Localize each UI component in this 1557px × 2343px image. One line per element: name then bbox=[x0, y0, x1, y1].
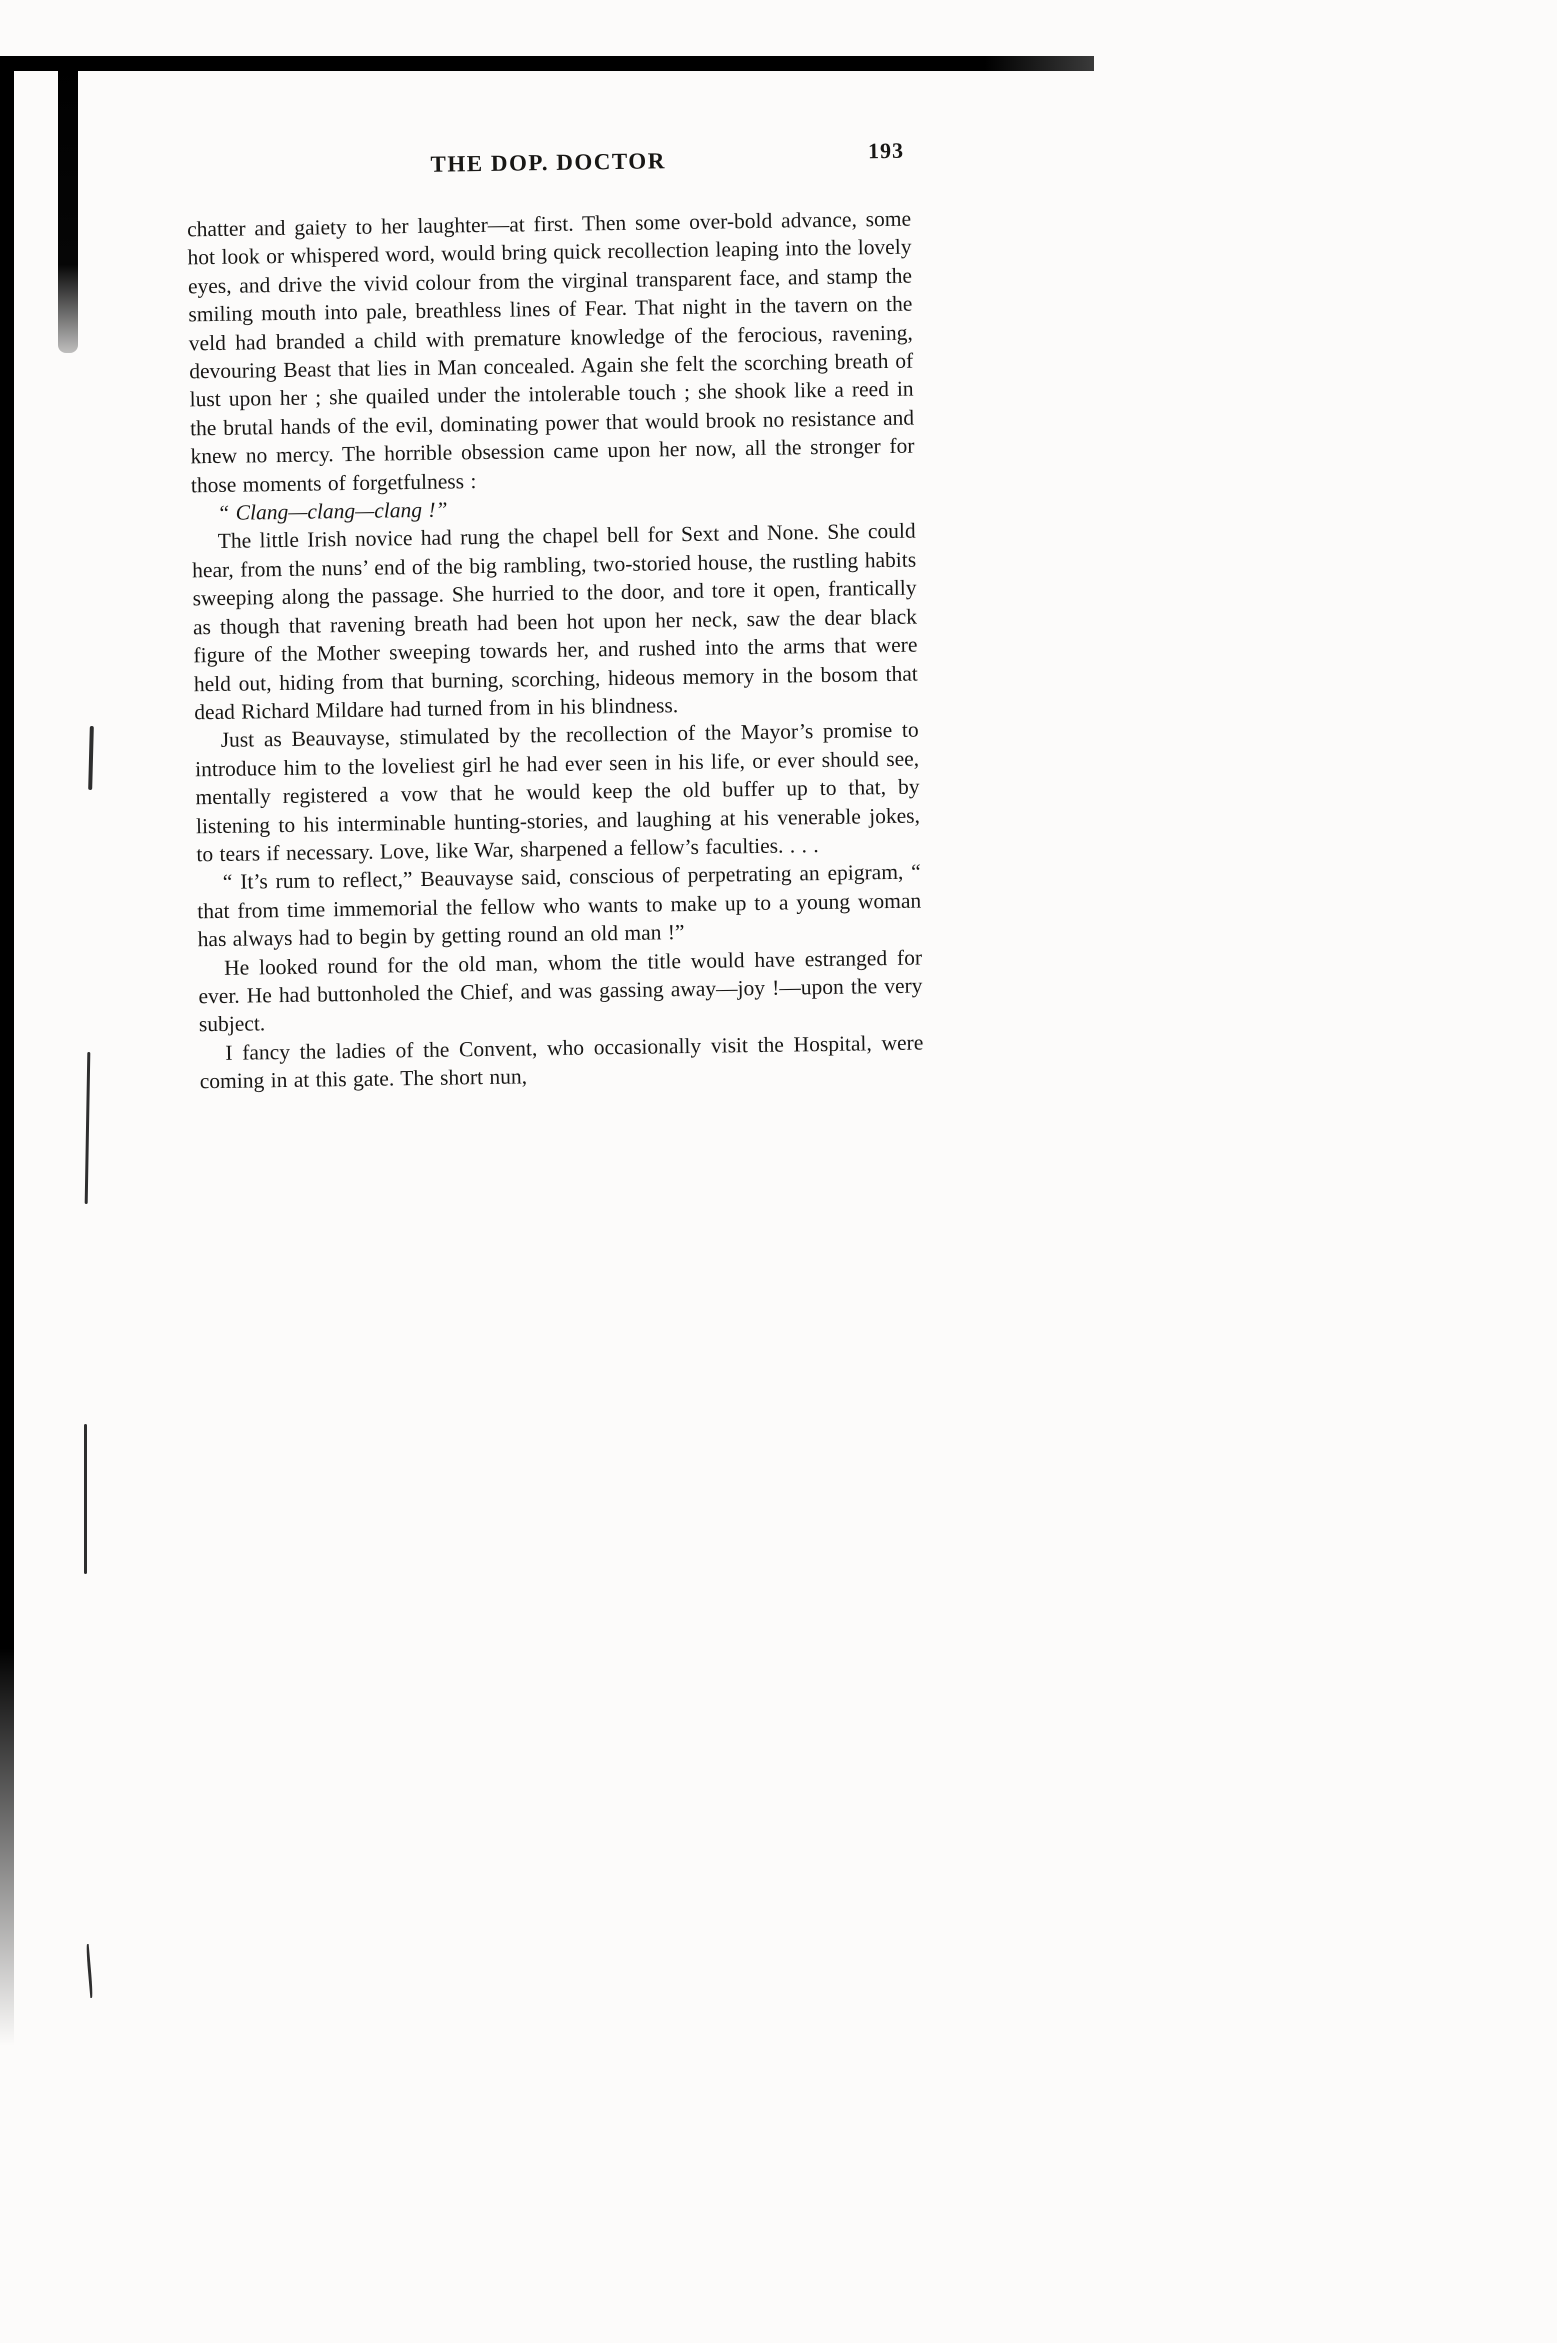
scan-gutter-shadow bbox=[58, 58, 78, 353]
page-header bbox=[186, 137, 910, 188]
body-text bbox=[187, 205, 924, 1096]
paragraph: Just as Beauvayse, stimulated by the recollection of the Mayor’s promise to introduce him to the loveliest girl he had ever seen in his life, or ever should see, mentally registered a vow that he would keep the old buffer up to that, by listening to his interminable hunting-stories, and laughing at his venerable jokes, to tears if necessary. Love, like War, sharpened a fellow’s faculties. . . . bbox=[194, 717, 921, 867]
scan-edge-top bbox=[0, 56, 1094, 71]
scan-mark bbox=[88, 726, 94, 790]
paragraph: chatter and gaiety to her laughter—at first. Then some over-bold advance, some hot look or whispered word, would bring quick recollection leaping into the lovely eyes, and drive the vivid colour from the virginal transparent face, and stamp the smiling mouth into pale, breathless lines of Fear. That night in the tavern on the veld had branded a child with premature knowledge of the ferocious, ravening, devouring Beast that lies in Man concealed. Again she felt the scorching breath of lust upon her ; she quailed under the intolerable touch ; she shook like a reed in the brutal hands of the evil, dominating power that would brook no resistance and knew no mercy. The horrible obsession came upon her now, all the stronger for those moments of forgetfulness : bbox=[186, 206, 915, 497]
page-number: 193 bbox=[867, 137, 905, 164]
paragraph: He looked round for the old man, whom the title would have estranged for ever. He had buttonholed the Chief, and was gassing away—joy !—upon the very subject. bbox=[198, 945, 923, 1037]
paragraph-quote: “ Clang—clang—clang !” bbox=[217, 497, 448, 526]
page-content bbox=[186, 137, 924, 1096]
paragraph: I fancy the ladies of the Convent, who occasionally visit the Hospital, were coming in at this gate. The short nun, bbox=[199, 1030, 924, 1094]
paragraph: “ It’s rum to reflect,” Beauvayse said, conscious of perpetrating an epigram, “ that from time immemorial the fellow who wants to make up to a young woman has always had to begin by getting round an old man !” bbox=[197, 859, 922, 952]
scan-mark bbox=[85, 1052, 91, 1204]
scan-mark bbox=[86, 1944, 94, 1998]
scan-mark bbox=[84, 1424, 87, 1574]
running-title: THE DOP. DOCTOR bbox=[430, 148, 666, 177]
scan-edge-left bbox=[0, 56, 14, 2046]
paragraph: The little Irish novice had rung the chapel bell for Sext and None. She could hear, from the nuns’ end of the big rambling, two-storied house, the rustling habits sweeping along the passage. She hurried to the door, and tore it open, frantically as though that ravening breath had been hot upon her neck, saw the dear black figure of the Mother sweeping towards her, and rushed into the arms that were held out, hiding from that burning, scorching, hideous memory in the bosom that dead Richard Mildare had turned from in his blindness. bbox=[192, 519, 918, 725]
